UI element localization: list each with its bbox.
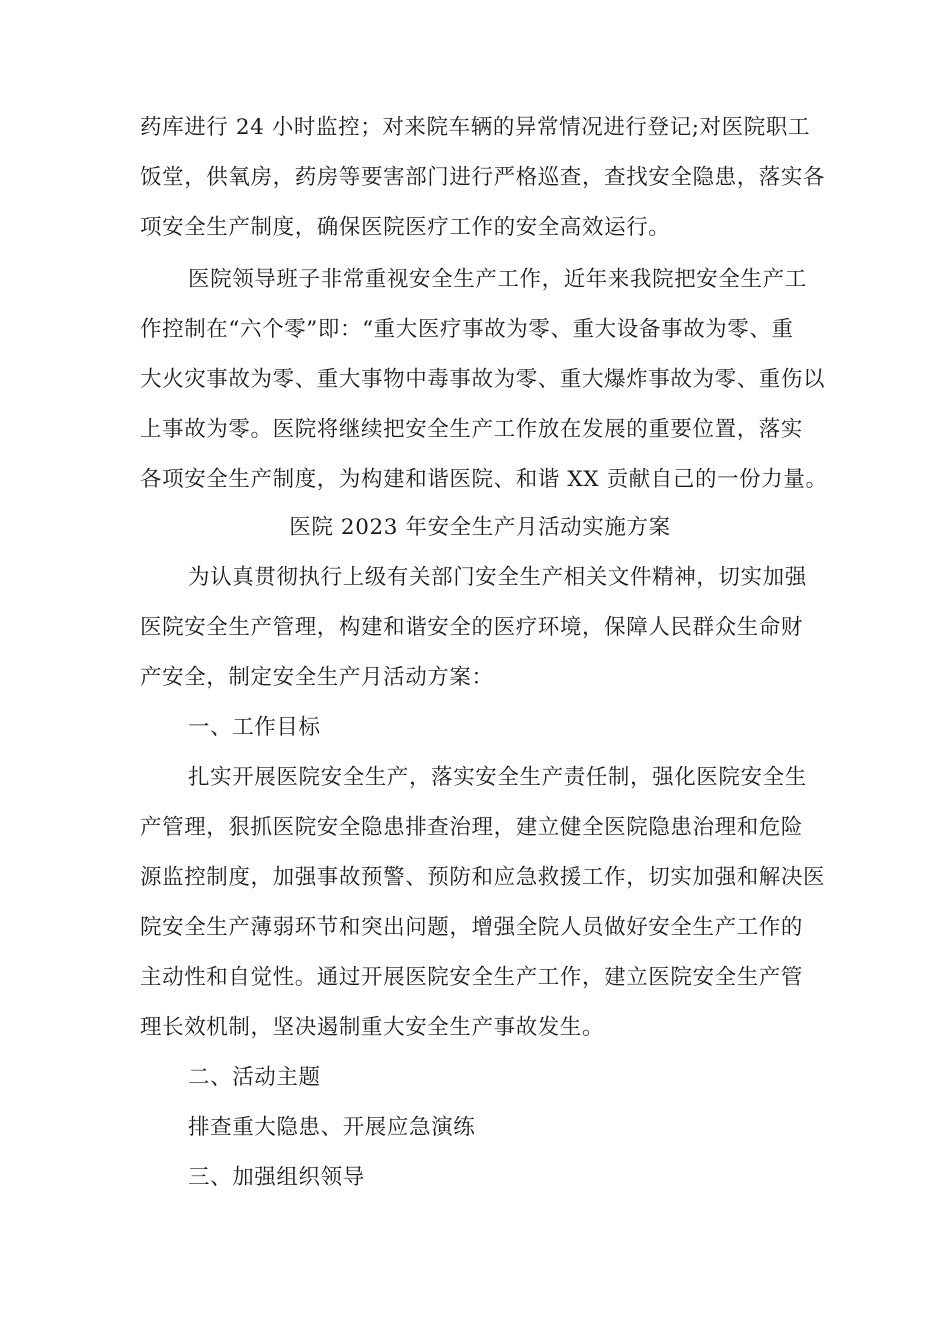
section-title: 医院 2023 年安全生产月活动实施方案	[289, 515, 671, 540]
body-text-line: 饭堂，供氧房，药房等要害部门进行严格巡查，查找安全隐患，落实各	[140, 165, 826, 190]
section-heading: 三、加强组织领导	[188, 1165, 365, 1190]
body-text-line: 产安全，制定安全生产月活动方案：	[140, 665, 494, 690]
body-text-line: 产管理，狠抓医院安全隐患排查治理，建立健全医院隐患治理和危险	[140, 815, 804, 840]
body-text-line: 排查重大隐患、开展应急演练	[188, 1115, 476, 1140]
body-text-line: 各项安全生产制度，为构建和谐医院、和谐 XX 贡献自己的一份力量。	[140, 467, 828, 492]
body-text-line: 大火灾事故为零、重大事物中毒事故为零、重大爆炸事故为零、重伤以	[140, 367, 826, 392]
body-text-line: 上事故为零。医院将继续把安全生产工作放在发展的重要位置，落实	[140, 417, 804, 442]
section-heading: 一、工作目标	[188, 715, 321, 740]
body-text-line: 理长效机制，坚决遏制重大安全生产事故发生。	[140, 1015, 605, 1040]
body-text-line: 医院安全生产管理，构建和谐安全的医疗环境，保障人民群众生命财	[140, 615, 804, 640]
body-text-line: 扎实开展医院安全生产，落实安全生产责任制，强化医院安全生	[188, 765, 807, 790]
section-heading: 二、活动主题	[188, 1065, 321, 1090]
body-text-line: 为认真贯彻执行上级有关部门安全生产相关文件精神，切实加强	[188, 565, 807, 590]
body-text-line: 作控制在“六个零”即：“重大医疗事故为零、重大设备事故为零、重	[140, 317, 794, 342]
body-text-line: 药库进行 24 小时监控；对来院车辆的异常情况进行登记;对医院职工	[140, 115, 811, 140]
body-text-line: 源监控制度，加强事故预警、预防和应急救援工作，切实加强和解决医	[140, 865, 826, 890]
body-text-line: 主动性和自觉性。通过开展医院安全生产工作，建立医院安全生产管	[140, 965, 804, 990]
body-text-line: 院安全生产薄弱环节和突出问题，增强全院人员做好安全生产工作的	[140, 915, 804, 940]
body-text-line: 项安全生产制度，确保医院医疗工作的安全高效运行。	[140, 215, 671, 240]
body-text-line: 医院领导班子非常重视安全生产工作，近年来我院把安全生产工	[188, 267, 807, 292]
